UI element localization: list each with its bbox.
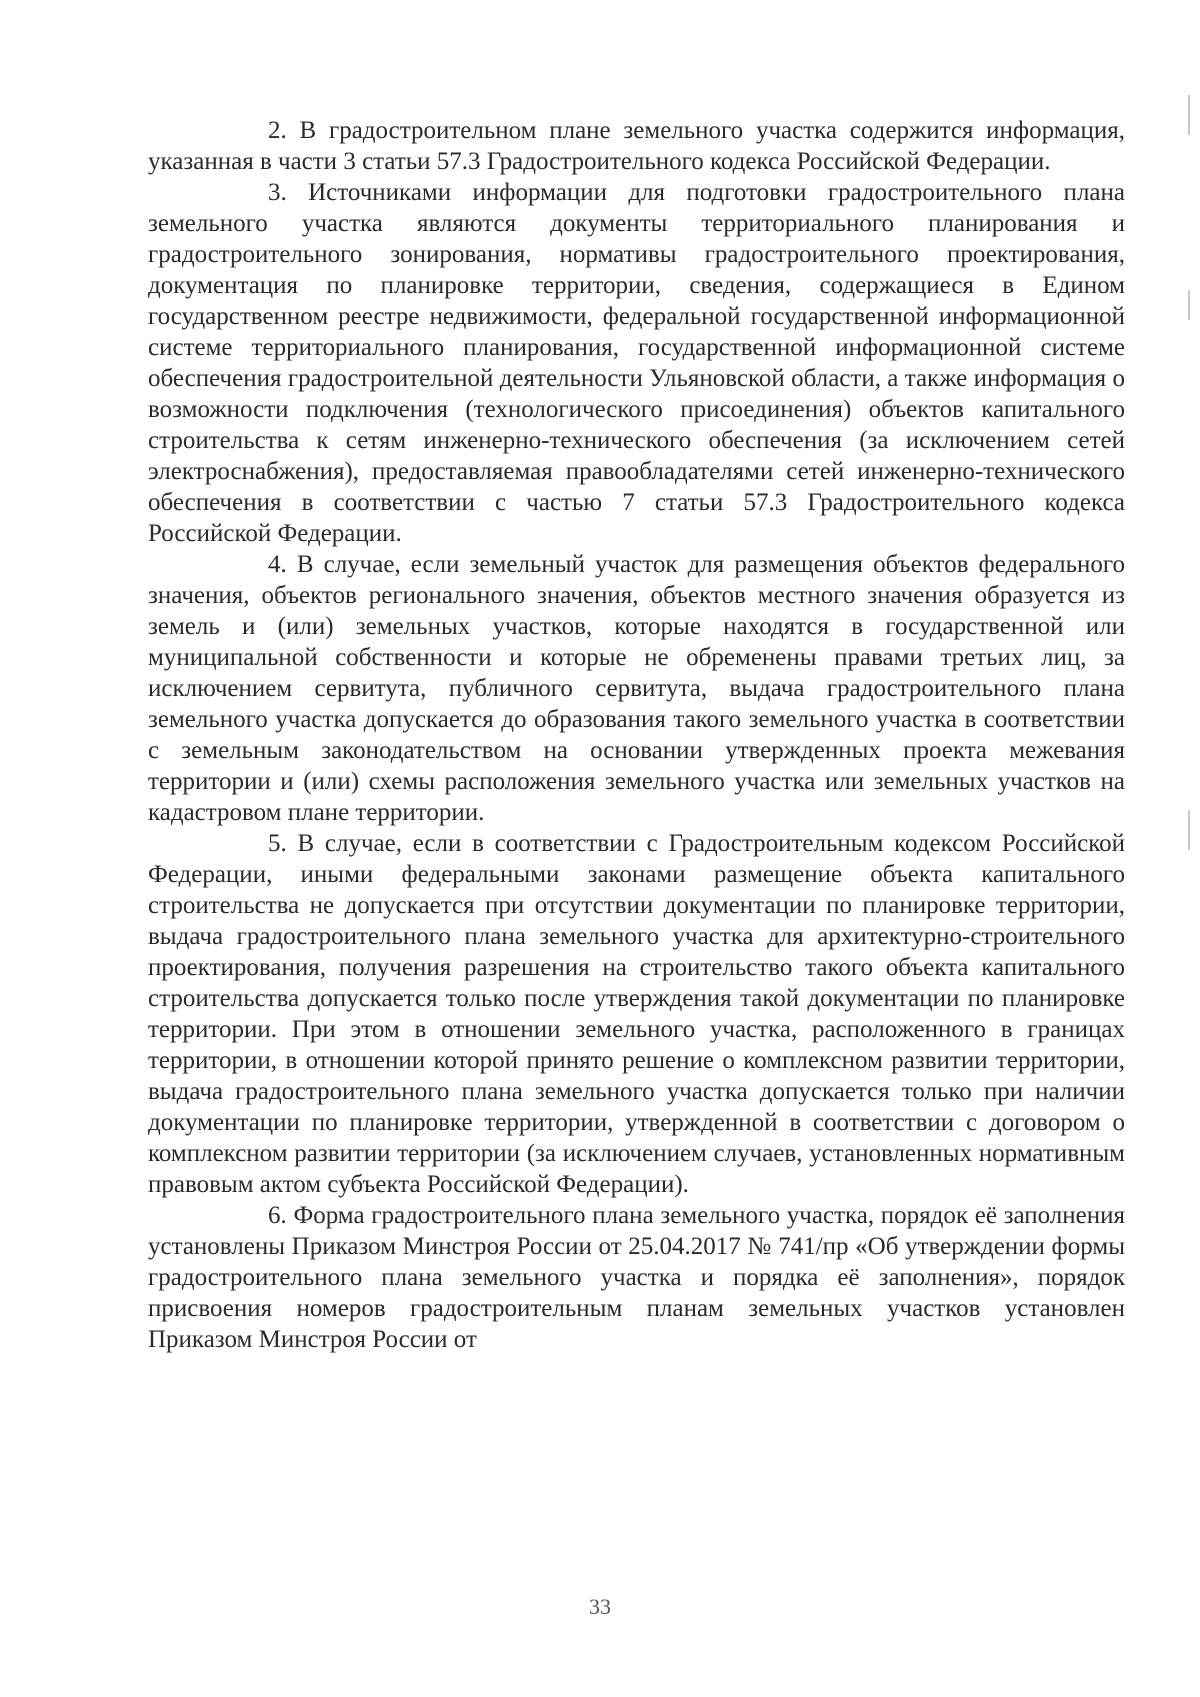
paragraph-5 [148,828,1125,1200]
paragraph-number: 6. [268,1202,287,1229]
document-body [148,115,1125,1355]
page-number: 33 [589,1594,611,1619]
paragraph-6 [148,1200,1125,1355]
paragraph-text: Источниками информации для подготовки градостроительного плана земельного участка являются документы территориального планирования и градостроительного зонирования, нормативы градостроительного проектирования, документация по планировке территории, сведения, содержащиеся в Едином государственном реестре недвижимости, федеральной государственной информационной системе территориального планирования, государственной информационной системе обеспечения градостроительной деятельности Ульяновской области, а также информация о возможности подключения (технологического присоединения) объектов капитального строительства к сетям инженерно-технического обеспечения (за исключением сетей электроснабжения), предоставляемая правообладателями сетей инженерно-технического обеспечения в соответствии с частью 7 статьи 57.3 Градостроительного кодекса Российской Федерации. [148,179,1125,547]
paragraph-number: 4. [268,551,287,578]
paragraph-number: 3. [268,179,287,206]
scan-edge-mark [1188,290,1190,320]
paragraph-text: В случае, если в соответствии с Градостроительным кодексом Российской Федерации, иными федеральными законами размещение объекта капитального строительства не допускается при отсутствии документации по планировке территории, выдача градостроительного плана земельного участка для архитектурно-строительного проектирования, получения разрешения на строительство такого объекта капитального строительства допускается только после утверждения такой документации по планировке территории. При этом в отношении земельного участка, расположенного в границах территории, в отношении которой принято решение о комплексном развитии территории, выдача градостроительного плана земельного участка допускается только при наличии документации по планировке территории, утвержденной в соответствии с договором о комплексном развитии территории (за исключением случаев, установленных нормативным правовым актом субъекта Российской Федерации). [148,830,1125,1198]
scan-edge-mark [1188,95,1190,135]
paragraph-text: В градостроительном плане земельного участка содержится информация, указанная в части 3 статьи 57.3 Градостроительного кодекса Российской Федерации. [148,117,1126,175]
paragraph-text: В случае, если земельный участок для размещения объектов федерального значения, объектов регионального значения, объектов местного значения образуется из земель и (или) земельных участков, которые находятся в государственной или муниципальной собственности и которые не обременены правами третьих лиц, за исключением сервитута, публичного сервитута, выдача градостроительного плана земельного участка допускается до образования такого земельного участка в соответствии с земельным законодательством на основании утвержденных проекта межевания территории и (или) схемы расположения земельного участка или земельных участков на кадастровом плане территории. [148,551,1125,826]
paragraph-2 [148,115,1125,177]
paragraph-4 [148,549,1125,828]
scan-edge-mark [1188,810,1190,850]
paragraph-3 [148,177,1125,549]
paragraph-text: Форма градостроительного плана земельного участка, порядок её заполнения установлены Приказом Минстроя России от 25.04.2017 № 741/пр «Об утверждении формы градостроительного плана земельного участка и порядка её заполнения», порядок присвоения номеров градостроительным планам земельных участков установлен Приказом Минстроя России от [148,1202,1126,1353]
paragraph-number: 5. [268,830,287,857]
paragraph-number: 2. [268,117,287,144]
